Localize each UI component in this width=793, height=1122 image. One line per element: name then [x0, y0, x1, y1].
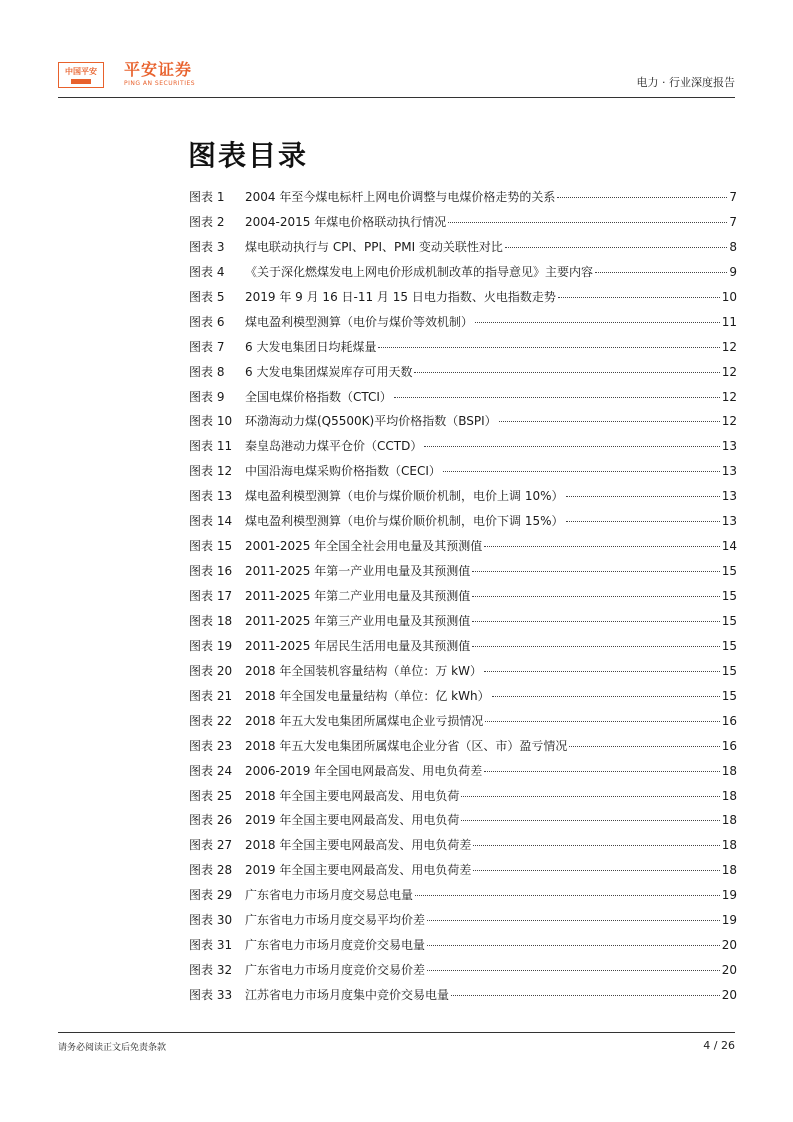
toc-entry-label: 图表 3: [189, 239, 225, 254]
toc-entry-label: 图表 18: [189, 613, 233, 628]
toc-entry[interactable]: [189, 363, 737, 388]
toc-entry[interactable]: [189, 811, 737, 836]
toc-entry[interactable]: [189, 886, 737, 911]
toc-entry-label: 图表 26: [189, 813, 233, 828]
toc-entry[interactable]: [189, 338, 737, 363]
toc-entry-page: 7: [729, 190, 737, 204]
toc-entry-page: 20: [721, 938, 737, 953]
toc-entry-title: 6 大发电集团日均耗煤量: [245, 339, 377, 354]
toc-entry-label: 图表 32: [189, 963, 233, 978]
toc-dot-leader: [451, 995, 720, 996]
logo-badge-text: 中国平安: [65, 66, 97, 76]
toc-entry[interactable]: [189, 587, 737, 612]
toc-dot-leader: [557, 197, 727, 198]
toc-entry-label: 图表 12: [189, 464, 233, 479]
toc-entry-label: 图表 31: [189, 938, 233, 953]
toc-entry-title: 环渤海动力煤(Q5500K)平均价格指数（BSPI）: [245, 414, 497, 429]
toc-entry-title: 2018 年全国装机容量结构（单位：万 kW）: [245, 663, 482, 678]
toc-entry-label: 图表 16: [189, 564, 233, 579]
toc-dot-leader: [484, 771, 719, 772]
toc-entry-label: 图表 6: [189, 314, 225, 329]
toc-entry-title: 煤电盈利模型测算（电价与煤价顺价机制，电价下调 15%）: [245, 514, 564, 529]
toc-entry-label: 图表 24: [189, 763, 233, 778]
toc-entry-label: 图表 22: [189, 713, 233, 728]
toc-entry-label: 图表 11: [189, 439, 233, 454]
toc-entry[interactable]: [189, 238, 737, 263]
toc-entry[interactable]: [189, 637, 737, 662]
toc-dot-leader: [499, 421, 720, 422]
toc-entry-title: 广东省电力市场月度交易平均价差: [245, 913, 426, 928]
toc-entry-title: 2019 年 9 月 16 日-11 月 15 日电力指数、火电指数走势: [245, 289, 556, 304]
toc-dot-leader: [414, 372, 719, 373]
toc-entry-label: 图表 17: [189, 589, 233, 603]
toc-entry[interactable]: [189, 437, 737, 462]
header-divider: [58, 97, 735, 98]
toc-dot-leader: [424, 446, 719, 447]
toc-dot-leader: [472, 571, 719, 572]
toc-entry-label: 图表 19: [189, 638, 233, 653]
toc-entry-page: 7: [729, 214, 737, 229]
toc-entry[interactable]: [189, 762, 737, 787]
toc-entry[interactable]: [189, 787, 737, 812]
toc-entry[interactable]: [189, 213, 737, 238]
toc-entry[interactable]: [189, 313, 737, 338]
toc-entry-label: 图表 27: [189, 838, 233, 853]
toc-entry-page: 12: [721, 389, 737, 404]
toc-entry-page: 12: [721, 364, 737, 379]
toc-entry-label: 图表 14: [189, 514, 233, 529]
toc-entry-title: 中国沿海电煤采购价格指数（CECI）: [245, 464, 441, 479]
toc-dot-leader: [566, 521, 720, 522]
toc-entry[interactable]: [189, 512, 737, 537]
toc-dot-leader: [473, 845, 719, 846]
report-type: 电力 · 行业深度报告: [636, 76, 735, 89]
toc-entry-label: 图表 4: [189, 264, 225, 279]
toc-dot-leader: [569, 746, 719, 747]
toc-entry-page: 15: [721, 663, 737, 678]
toc-entry-label: 图表 7: [189, 339, 225, 354]
toc-entry[interactable]: [189, 388, 737, 413]
page-number: 4 / 26: [703, 1039, 735, 1052]
toc-entry[interactable]: [189, 961, 737, 986]
toc-entry[interactable]: [189, 263, 737, 288]
toc-entry-title: 6 大发电集团煤炭库存可用天数: [245, 364, 413, 379]
footer-divider: [58, 1032, 735, 1033]
toc-entry-page: 18: [721, 838, 737, 853]
toc-entry-page: 18: [721, 763, 737, 778]
toc-entry-title: 2018 年五大发电集团所属煤电企业亏损情况: [245, 713, 484, 728]
toc-entry-title: 2006-2019 年全国电网最高发、用电负荷差: [245, 763, 483, 778]
toc-entry-page: 18: [721, 863, 737, 878]
toc-entry-label: 图表 23: [189, 738, 233, 753]
toc-entry-page: 13: [721, 514, 737, 529]
toc-entry[interactable]: [189, 861, 737, 886]
toc-entry-page: 15: [721, 638, 737, 653]
toc-dot-leader: [427, 970, 720, 971]
toc-entry-label: 图表 13: [189, 489, 233, 504]
toc-entry[interactable]: [189, 487, 737, 512]
brand-name-cn: 平安证券: [124, 60, 193, 79]
toc-entry-title: 江苏省电力市场月度集中竞价交易电量: [245, 988, 450, 1002]
toc-entry[interactable]: [189, 462, 737, 487]
toc-entry[interactable]: [189, 537, 737, 562]
logo-bar: [71, 79, 91, 84]
toc-entry-title: 2018 年五大发电集团所属煤电企业分省（区、市）盈亏情况: [245, 738, 568, 753]
toc-dot-leader: [472, 621, 719, 622]
toc-entry-title: 广东省电力市场月度竞价交易电量: [245, 938, 426, 953]
toc-dot-leader: [461, 796, 719, 797]
toc-entry-title: 2018 年全国主要电网最高发、用电负荷: [245, 788, 460, 803]
toc-dot-leader: [472, 646, 719, 647]
toc-entry-page: 19: [721, 913, 737, 928]
toc-entry-page: 13: [721, 439, 737, 454]
toc-entry-title: 广东省电力市场月度竞价交易价差: [245, 963, 426, 978]
page-title: 图表目录: [188, 139, 309, 172]
toc-entry-page: 13: [721, 464, 737, 479]
toc-dot-leader: [378, 347, 719, 348]
toc-entry-label: 图表 8: [189, 364, 225, 379]
toc-dot-leader: [427, 920, 720, 921]
brand-name-en: PING AN SECURITIES: [124, 80, 196, 87]
toc-entry-label: 图表 10: [189, 414, 233, 429]
toc-entry[interactable]: [189, 986, 737, 1011]
toc-entry-page: 8: [729, 239, 737, 254]
toc-entry-title: 2019 年全国主要电网最高发、用电负荷: [245, 813, 460, 828]
toc-entry[interactable]: [189, 612, 737, 637]
toc-entry-title: 广东省电力市场月度交易总电量: [245, 888, 414, 903]
toc-entry[interactable]: [189, 712, 737, 737]
toc-entry-title: 2011-2025 年第一产业用电量及其预测值: [245, 564, 471, 579]
toc-entry-page: 9: [729, 264, 737, 279]
page-header: [58, 56, 735, 96]
toc-entry[interactable]: [189, 562, 737, 587]
toc-entry-page: 15: [721, 613, 737, 628]
toc-entry[interactable]: [189, 936, 737, 961]
toc-entry-label: 图表 9: [189, 389, 225, 404]
toc-entry-title: 2011-2025 年第三产业用电量及其预测值: [245, 613, 471, 628]
toc-entry-page: 20: [721, 988, 737, 1002]
toc-entry-page: 16: [721, 738, 737, 753]
toc-entry-page: 18: [721, 813, 737, 828]
disclaimer-note: 请务必阅读正文后免责条款: [58, 1043, 167, 1053]
toc-entry[interactable]: [189, 836, 737, 861]
toc-entry-title: 2011-2025 年居民生活用电量及其预测值: [245, 638, 471, 653]
toc-entry-page: 20: [721, 963, 737, 978]
brand: [124, 60, 195, 88]
toc-entry-title: 2001-2025 年全国全社会用电量及其预测值: [245, 539, 483, 554]
toc-entry[interactable]: [189, 911, 737, 936]
toc-entry-page: 15: [721, 564, 737, 579]
toc-entry[interactable]: [189, 737, 737, 762]
toc-entry-page: 12: [721, 339, 737, 354]
toc-entry-page: 19: [721, 888, 737, 903]
ping-an-logo: [58, 62, 104, 88]
toc-entry-title: 2018 年全国主要电网最高发、用电负荷差: [245, 838, 472, 853]
toc-entry[interactable]: [189, 412, 737, 437]
toc-entry[interactable]: [189, 288, 737, 313]
toc-entry-title: 《关于深化燃煤发电上网电价形成机制改革的指导意见》主要内容: [245, 264, 594, 279]
toc-entry-label: 图表 30: [189, 913, 233, 928]
toc-entry-page: 13: [721, 489, 737, 504]
toc-entry-label: 图表 29: [189, 888, 233, 903]
toc-entry-title: 煤电盈利模型测算（电价与煤价等效机制）: [245, 314, 474, 329]
toc-entry-page: 11: [721, 314, 737, 329]
toc-dot-leader: [394, 397, 720, 398]
toc-dot-leader: [415, 895, 720, 896]
toc-entry-page: 14: [721, 539, 737, 554]
toc-entry-page: 10: [721, 289, 737, 304]
toc-dot-leader: [427, 945, 720, 946]
toc-entry-label: 图表 15: [189, 539, 233, 554]
toc-entry-page: 16: [721, 713, 737, 728]
toc-dot-leader: [473, 870, 719, 871]
toc-dot-leader: [558, 297, 720, 298]
toc-dot-leader: [485, 721, 719, 722]
toc-dot-leader: [448, 222, 727, 223]
toc-entry-page: 12: [721, 414, 737, 429]
toc-entry-label: 图表 5: [189, 289, 225, 304]
toc-entry-label: 图表 28: [189, 863, 233, 878]
toc-dot-leader: [472, 596, 719, 597]
toc-entry-title: 2011-2025 年第二产业用电量及其预测值: [245, 589, 471, 603]
toc-dot-leader: [484, 671, 720, 672]
toc-entry-label: 图表 20: [189, 663, 233, 678]
toc-entry-label: 图表 33: [189, 988, 233, 1002]
toc-entry-page: 18: [721, 788, 737, 803]
toc-dot-leader: [475, 322, 720, 323]
toc-dot-leader: [492, 696, 720, 697]
toc-entry[interactable]: [189, 687, 737, 712]
toc-entry-title: 2004-2015 年煤电价格联动执行情况: [245, 214, 447, 229]
toc-entry-title: 2004 年至今煤电标杆上网电价调整与电煤价格走势的关系: [245, 190, 556, 204]
toc-dot-leader: [566, 496, 720, 497]
toc-entry-title: 秦皇岛港动力煤平仓价（CCTD）: [245, 439, 423, 454]
toc-dot-leader: [443, 471, 720, 472]
toc-entry-title: 煤电联动执行与 CPI、PPI、PMI 变动关联性对比: [245, 239, 503, 254]
toc-entry-label: 图表 25: [189, 788, 233, 803]
toc-dot-leader: [505, 247, 727, 248]
toc-entry-label: 图表 2: [189, 214, 225, 229]
toc-entry-title: 全国电煤价格指数（CTCI）: [245, 389, 392, 404]
toc-entry-label: 图表 1: [189, 190, 225, 204]
toc-entry[interactable]: [189, 188, 737, 213]
toc-entry-page: 15: [721, 688, 737, 703]
toc-dot-leader: [595, 272, 727, 273]
toc-entry-label: 图表 21: [189, 688, 233, 703]
table-of-figures: [189, 188, 737, 1011]
toc-dot-leader: [484, 546, 719, 547]
toc-entry[interactable]: [189, 662, 737, 687]
toc-entry-title: 2018 年全国发电量量结构（单位：亿 kWh）: [245, 688, 490, 703]
toc-entry-title: 煤电盈利模型测算（电价与煤价顺价机制，电价上调 10%）: [245, 489, 564, 504]
toc-entry-title: 2019 年全国主要电网最高发、用电负荷差: [245, 863, 472, 878]
toc-dot-leader: [461, 820, 719, 821]
toc-entry-page: 15: [721, 589, 737, 603]
